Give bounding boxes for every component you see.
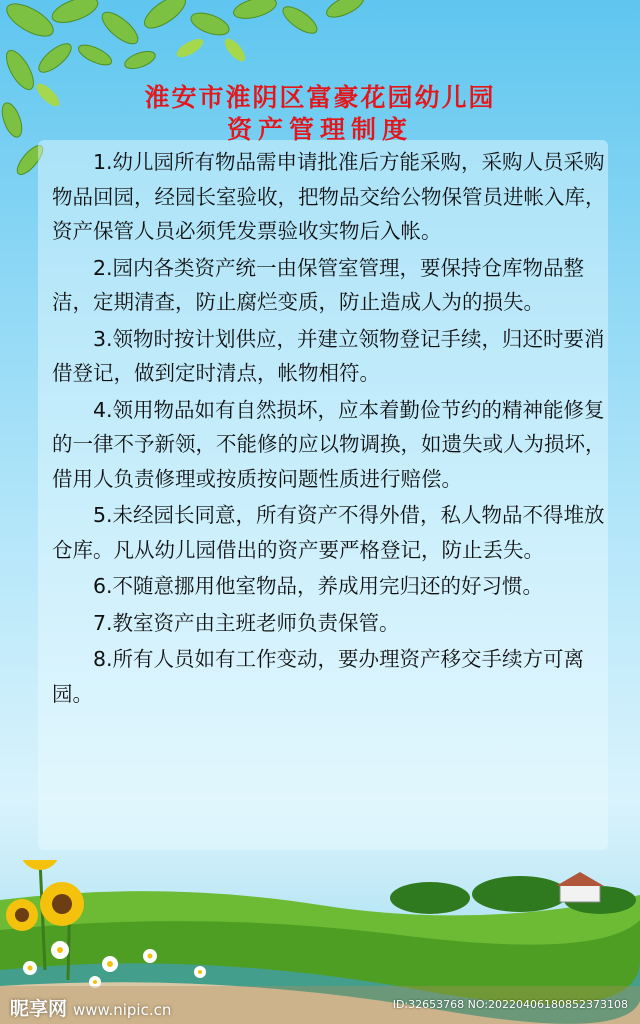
rule-item: 4.领用物品如有自然损坏，应本着勤俭节约的精神能修复的一律不予新领，不能修的应以物调换，如遗失或人为损坏，借用人负责修理或按质按问题性质进行赔偿。 <box>52 397 606 491</box>
rule-item: 6.不随意挪用他室物品，养成用完归还的好习惯。 <box>93 574 544 598</box>
rule-item: 5.未经园长同意，所有资产不得外借，私人物品不得堆放仓库。凡从幼儿园借出的资产要严格登记，防止丢失。 <box>52 503 605 562</box>
watermark-logo-text: 昵享网 <box>10 998 68 1020</box>
rule-item: 1.幼儿园所有物品需申请批准后方能采购，采购人员采购物品回园，经园长室验收，把物品交给公物保管员进帐入库，资产保管人员必须凭发票验收实物后入帐。 <box>52 150 606 243</box>
page-subtitle: 资产管理制度 <box>226 115 413 144</box>
rule-item: 7.教室资产由主班老师负责保管。 <box>93 610 400 635</box>
page-title: 淮安市淮阴区富豪花园幼儿园 <box>144 83 496 112</box>
watermark-url: www.nipic.cn <box>73 1001 172 1019</box>
rule-item: 2.园内各类资产统一由保管室管理，要保持仓库物品整洁，定期清查，防止腐烂变质，防止造成人为的损失。 <box>52 255 585 314</box>
rules-list <box>52 145 612 713</box>
rule-item: 8.所有人员如有工作变动，要办理资产移交手续方可离园。 <box>52 647 585 706</box>
rule-item: 3.领物时按计划供应，并建立领物登记手续，归还时要消借登记，做到定时清点，帐物相符。 <box>52 326 605 385</box>
watermark-id: ID:32653768 NO:20220406180852373108 <box>392 998 628 1011</box>
watermark-logo <box>10 994 171 1021</box>
